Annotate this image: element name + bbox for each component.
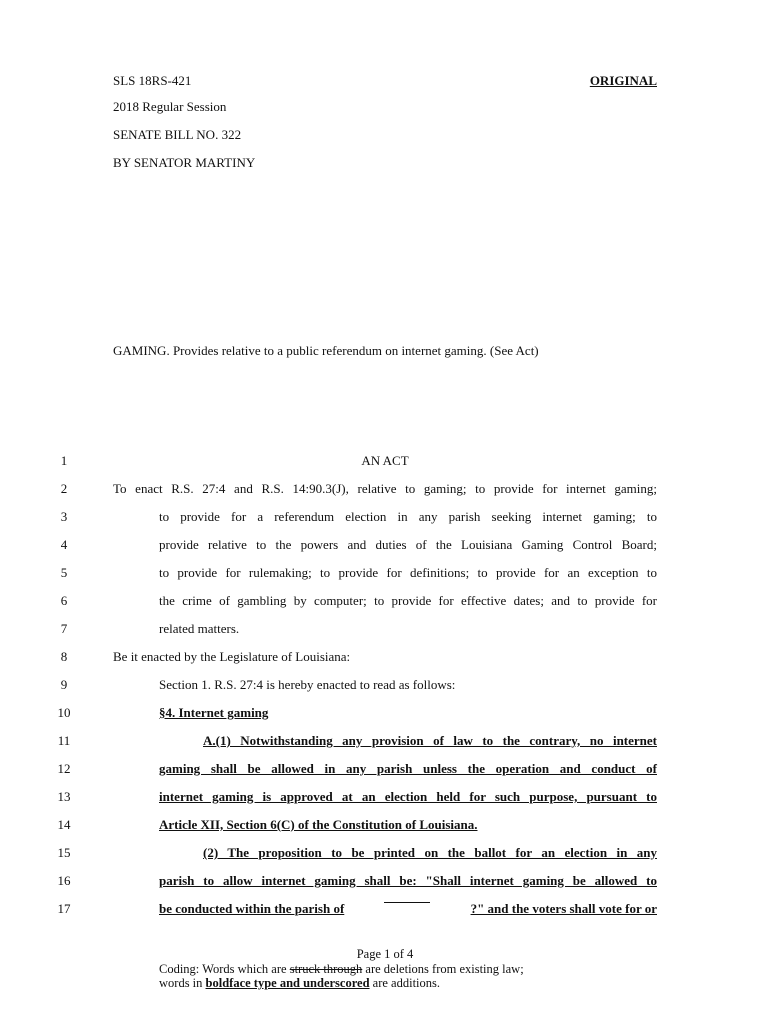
ballot-text-start: be conducted within the parish of xyxy=(159,901,345,916)
line-number: 15 xyxy=(57,845,71,860)
coding-legend-line1 xyxy=(159,962,524,977)
bill-code: SLS 18RS-421 xyxy=(113,73,192,88)
line-number: 9 xyxy=(60,677,68,692)
line-number: 8 xyxy=(60,649,68,664)
line-number: 2 xyxy=(60,481,68,496)
title-line: provide relative to the powers and duties of the Louisiana Gaming Control Board; xyxy=(159,537,657,552)
statute-line: internet gaming is approved at an election held for such purpose, pursuant to xyxy=(159,789,657,804)
line-number: 7 xyxy=(60,621,68,636)
bill-number: SENATE BILL NO. 322 xyxy=(113,127,242,142)
session-label: 2018 Regular Session xyxy=(113,99,227,114)
line-number: 14 xyxy=(57,817,71,832)
line-number: 13 xyxy=(57,789,71,804)
statute-line: parish to allow internet gaming shall be: "Shall internet gaming be allowed to xyxy=(159,873,657,888)
line-number: 5 xyxy=(60,565,68,580)
title-line: related matters. xyxy=(159,621,240,636)
coding-strike-example: struck through xyxy=(289,962,363,976)
section-heading: §4. Internet gaming xyxy=(159,705,269,720)
act-heading: AN ACT xyxy=(361,453,409,468)
coding-words-in: words in xyxy=(159,976,203,990)
coding-bold-example: boldface type and underscored xyxy=(205,976,370,990)
statute-line xyxy=(159,901,657,917)
sponsor-label: BY SENATOR MARTINY xyxy=(113,155,256,170)
coding-end: are additions. xyxy=(372,976,441,990)
statute-line: A.(1) Notwithstanding any provision of law to the contrary, no internet xyxy=(203,733,657,748)
line-number: 12 xyxy=(57,761,71,776)
enacting-clause: Be it enacted by the Legislature of Louisiana: xyxy=(113,649,351,664)
line-number: 4 xyxy=(60,537,68,552)
ballot-text-end: ?" and the voters shall vote for or xyxy=(470,901,657,916)
section-intro: Section 1. R.S. 27:4 is hereby enacted to read as follows: xyxy=(159,677,456,692)
line-number: 16 xyxy=(57,873,71,888)
statute-line: gaming shall be allowed in any parish unless the operation and conduct of xyxy=(159,761,657,776)
coding-mid: are deletions from existing law; xyxy=(365,962,524,976)
status-label: ORIGINAL xyxy=(589,73,657,88)
line-number: 6 xyxy=(60,593,68,608)
line-number: 17 xyxy=(57,901,71,916)
line-number: 3 xyxy=(60,509,68,524)
title-line: To enact R.S. 27:4 and R.S. 14:90.3(J), relative to gaming; to provide for internet gaming; xyxy=(113,481,657,496)
title-line: the crime of gambling by computer; to provide for effective dates; and to provide for xyxy=(159,593,657,608)
title-line: to provide for a referendum election in any parish seeking internet gaming; to xyxy=(159,509,657,524)
coding-prefix: Coding: Words which are xyxy=(159,962,287,976)
coding-legend-line2 xyxy=(159,976,440,991)
line-number: 10 xyxy=(57,705,71,720)
title-line: to provide for rulemaking; to provide for definitions; to provide for an exception to xyxy=(159,565,657,580)
page-number: Page 1 of 4 xyxy=(356,947,414,961)
digest-summary: GAMING. Provides relative to a public referendum on internet gaming. (See Act) xyxy=(113,343,539,358)
statute-line: Article XII, Section 6(C) of the Constitution of Louisiana. xyxy=(159,817,478,832)
parish-blank xyxy=(384,901,430,903)
line-number: 11 xyxy=(57,733,71,748)
line-number: 1 xyxy=(60,453,68,468)
statute-line: (2) The proposition to be printed on the ballot for an election in any xyxy=(203,845,657,860)
